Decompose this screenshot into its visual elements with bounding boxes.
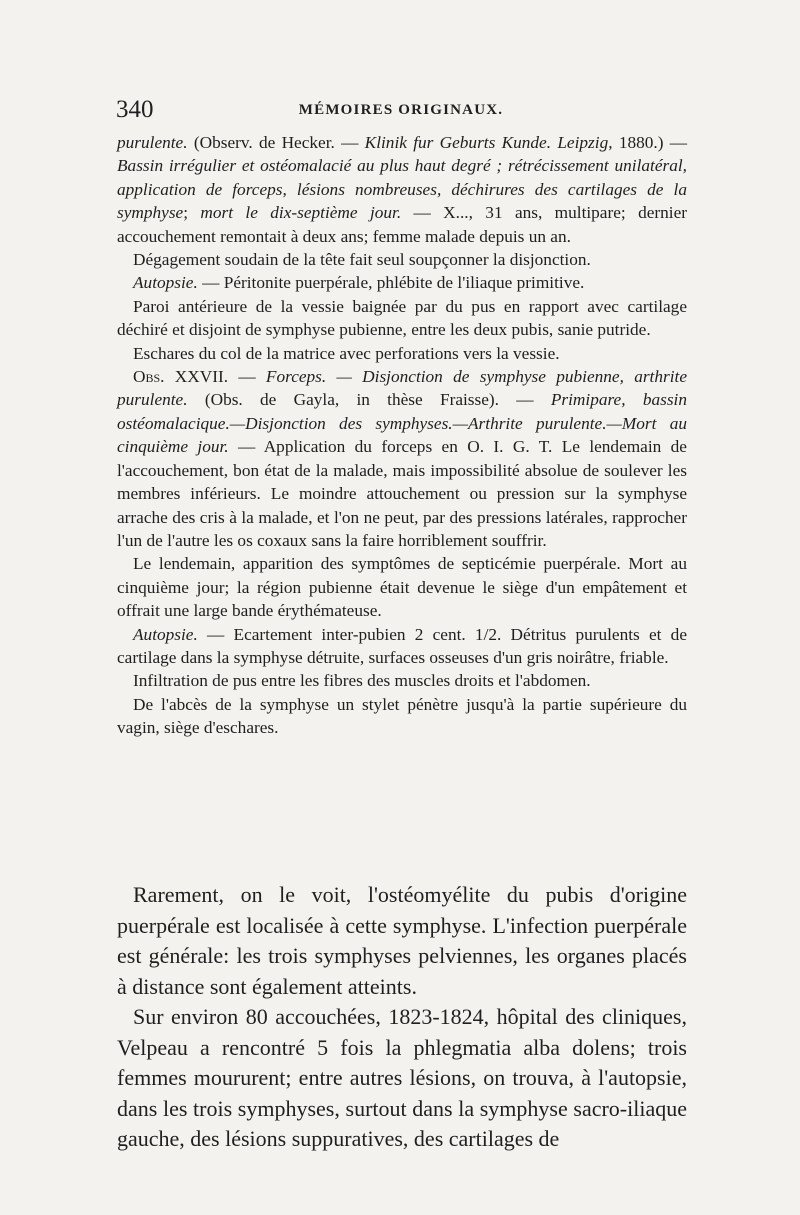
- paragraph-lendemain: Le lendemain, apparition des symptômes de septicémie puerpérale. Mort au cinquième jour; la région pubienne était devenue le siège d'un empâtement et offrait une large bande érythémateuse.: [117, 554, 687, 621]
- paragraph-eschares: Eschares du col de la matrice avec perforations vers la vessie.: [133, 343, 560, 363]
- text-span: — X..., 31 ans, multipare; dernier accouchement remontait à deux ans; femme malade depuis un an.: [117, 203, 688, 246]
- paragraph-observation-hecker: [117, 131, 687, 248]
- small-print-section: [117, 131, 687, 740]
- page-header: [116, 96, 686, 130]
- paragraph-infiltration: Infiltration de pus entre les fibres des muscles droits et l'abdomen.: [133, 671, 591, 691]
- text-span: Autopsie.: [133, 273, 198, 293]
- text-span: mort le dix-septième jour.: [200, 203, 402, 223]
- paragraph-rarement: Rarement, on le voit, l'ostéomyélite du pubis d'origine puerpérale est localisée à cette symphyse. L'infection puerpérale est générale: les trois symphyses pelviennes, les organes placés à distance sont également atteints.: [117, 882, 687, 999]
- text-span: (Obs. de Gayla, in thèse Fraisse). —: [187, 390, 551, 410]
- text-span: — Péritonite puerpérale, phlébite de l'iliaque primitive.: [197, 273, 585, 293]
- paragraph-abces: De l'abcès de la symphyse un stylet pénètre jusqu'à la partie supérieure du vagin, siège d'eschares.: [117, 694, 687, 738]
- text-span: (Observ. de Hecker. —: [187, 133, 365, 152]
- text-span: Klinik fur Geburts Kunde. Leipzig: [364, 133, 609, 152]
- paragraph-velpeau: Sur environ 80 accouchées, 1823-1824, hôpital des cliniques, Velpeau a rencontré 5 fois la phlegmatia alba dolens; trois femmes moururent; entre autres lésions, on trouva, à l'autopsie, dans les trois symphyses, surtout dans la symphyse sacro-iliaque gauche, des lésions suppuratives, des cartilages de: [117, 1004, 687, 1151]
- text-span: Primipare, bassin ostéomalacique.—Disjonction des symphyses.—Arthrite purulente.—Mort au cinquième jour.: [117, 390, 687, 457]
- text-span: Obs. XXVII. —: [133, 367, 266, 387]
- page-number: 340: [116, 96, 154, 123]
- paragraph-paroi: Paroi antérieure de la vessie baignée par du pus en rapport avec cartilage déchiré et disjoint de symphyse pubienne, entre les deux pubis, sanie putride.: [117, 296, 687, 340]
- paragraph-degagement: Dégagement soudain de la tête fait seul soupçonner la disjonction.: [133, 250, 591, 270]
- text-span: ;: [183, 203, 201, 223]
- main-text-section: [117, 880, 687, 1155]
- text-span: — Ecartement inter-pubien 2 cent. 1/2. Détritus purulents et de cartilage dans la symphyse détruite, surfaces osseuses d'un gris noirâtre, friable.: [117, 624, 687, 667]
- paragraph-autopsie-1: [117, 271, 687, 294]
- running-title: MÉMOIRES ORIGINAUX.: [298, 102, 504, 118]
- paragraph-observation-27: [117, 365, 687, 552]
- text-span: Forceps. — Disjonction de symphyse pubienne, arthrite purulente.: [117, 367, 687, 410]
- text-span: , 1880.) —: [608, 133, 688, 152]
- paragraph-autopsie-2: [117, 623, 687, 670]
- text-span: — Application du forceps en O. I. G. T. Le lendemain de l'accouchement, bon état de la malade, mais impossibilité absolue de soulever les membres inférieurs. Le moindre attouchement ou pression sur la symphyse arrache des cris à la malade, et l'on ne peut, par des pressions latérales, rapprocher l'un de l'autre les os coxaux sans la faire horriblement souffrir.: [117, 437, 687, 550]
- text-span: Bassin irrégulier et ostéomalacié au plus haut degré ; rétrécissement unilatéral, application de forceps, lésions nombreuses, déchirures des cartilages de la symphyse: [117, 156, 687, 223]
- text-span: purulente.: [117, 133, 188, 152]
- text-span: Autopsie.: [133, 624, 198, 644]
